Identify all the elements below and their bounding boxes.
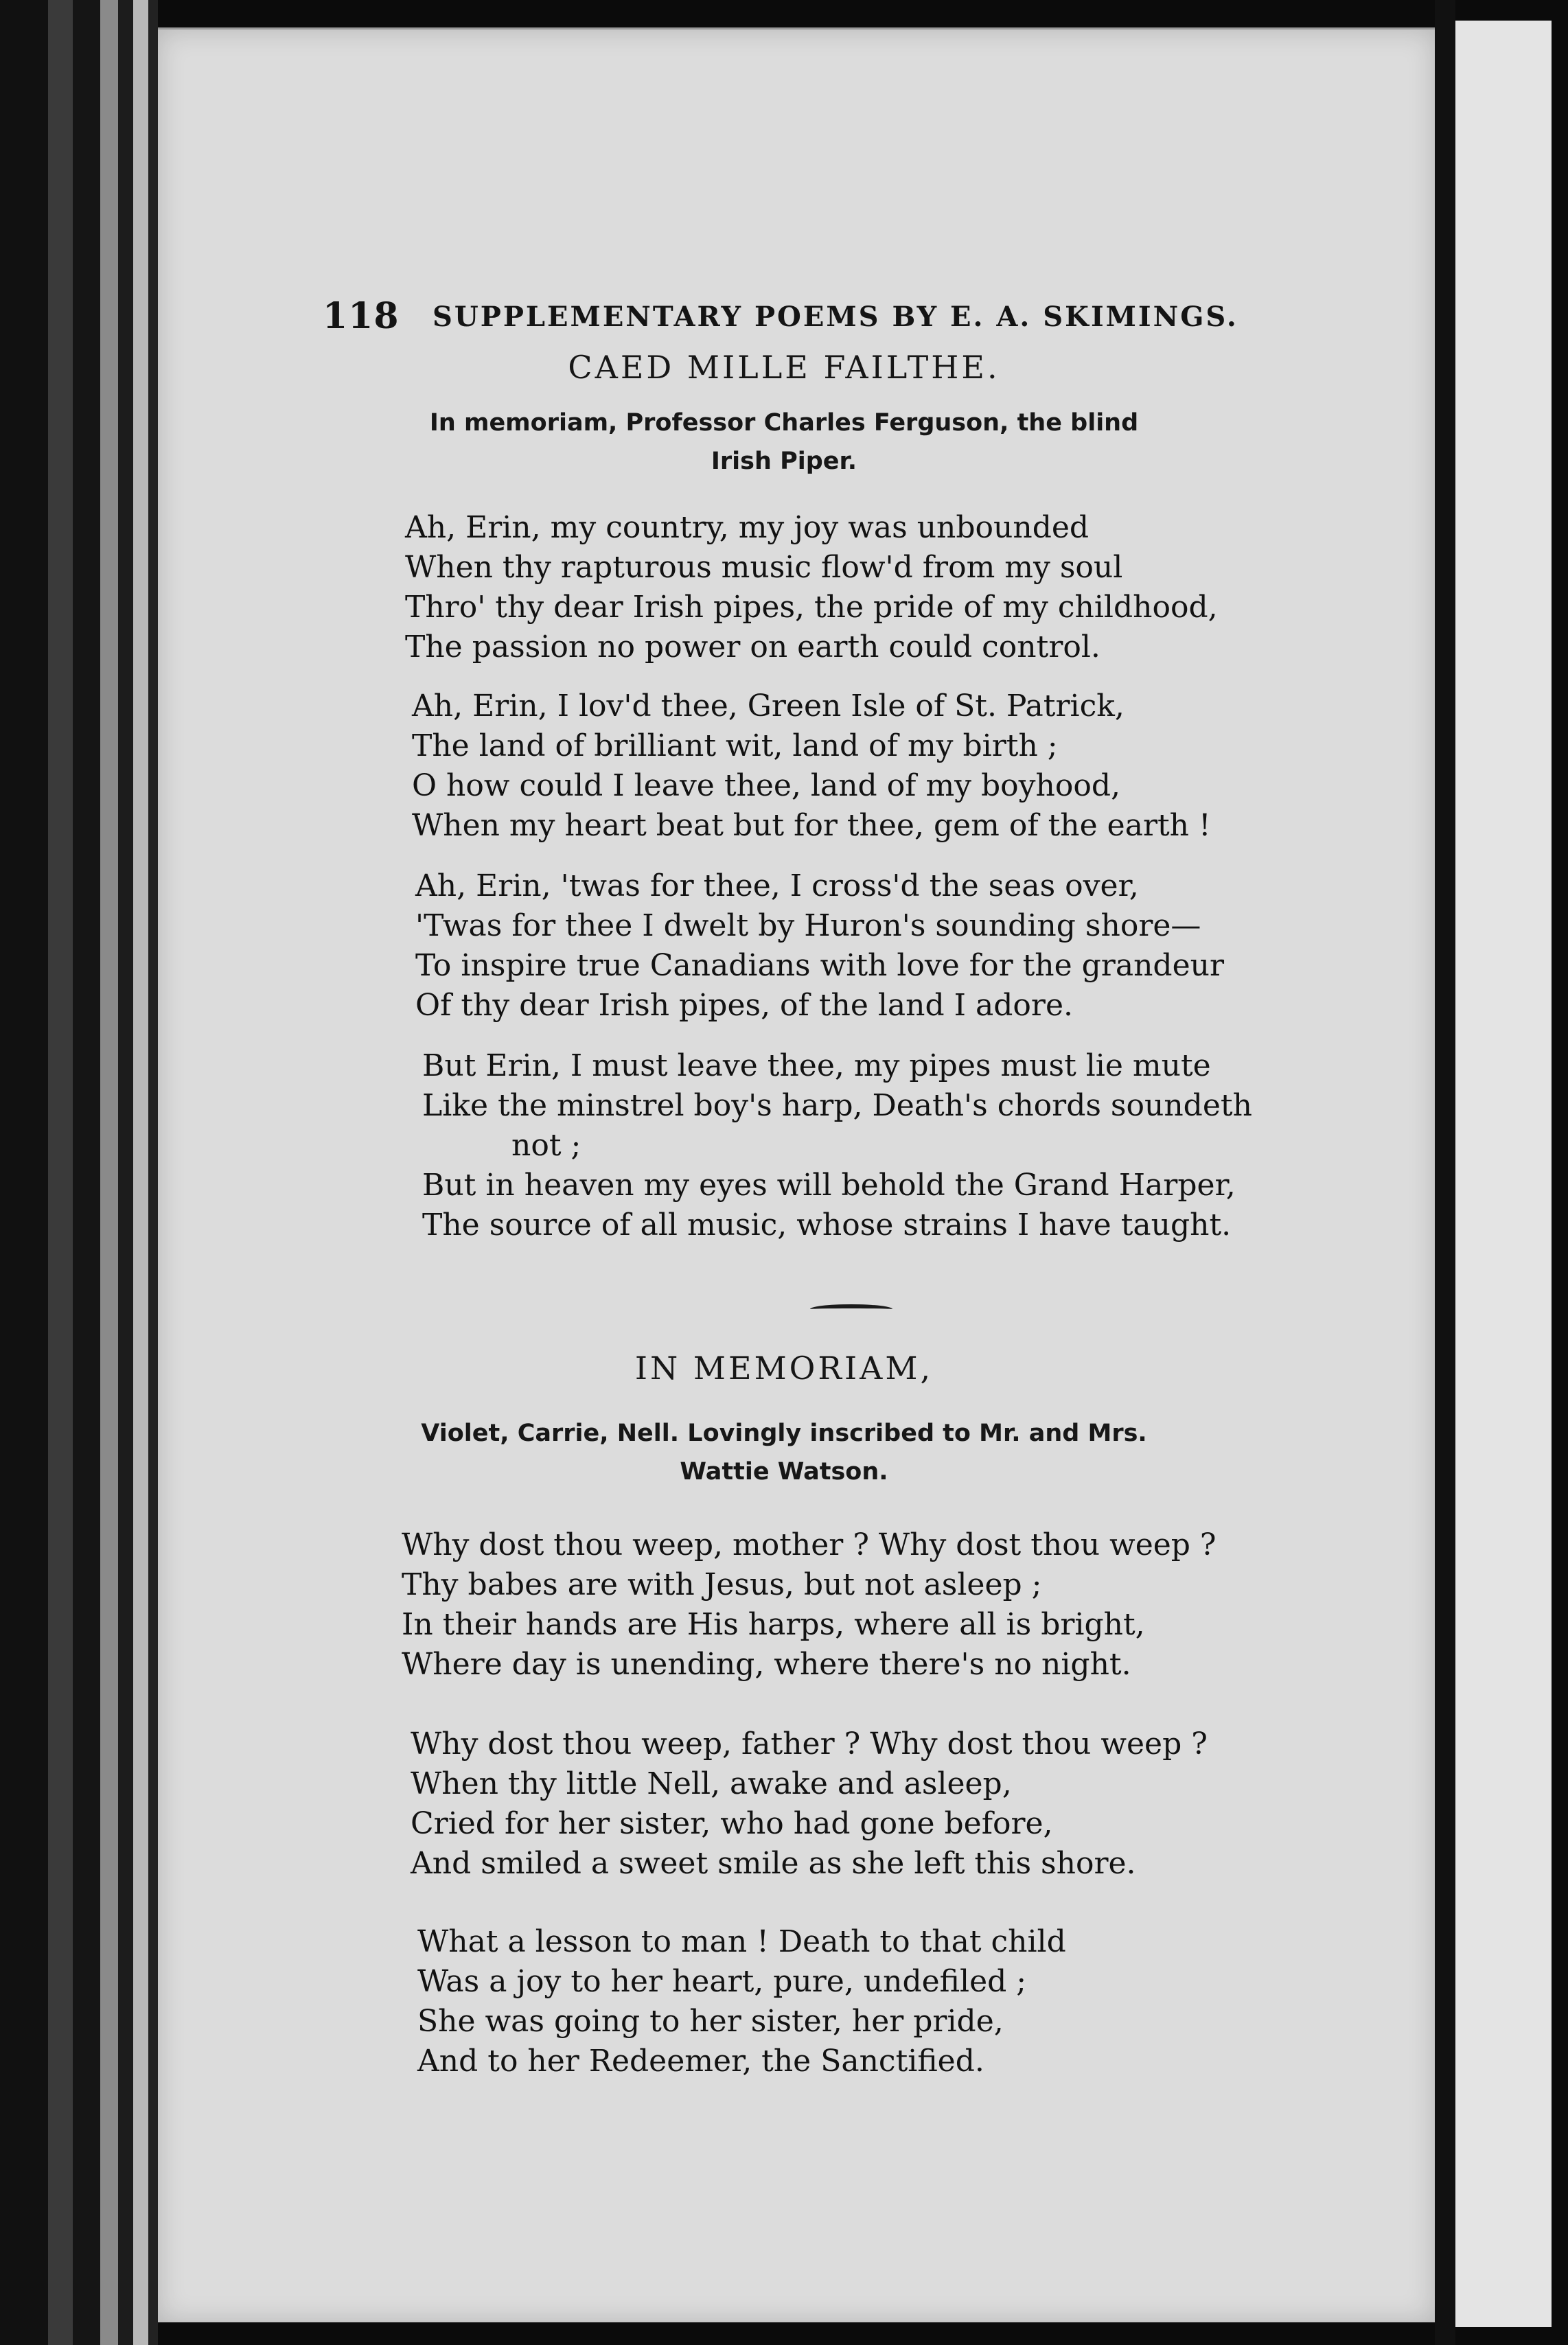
verse-line: When my heart beat but for thee, gem of the earth ! (412, 808, 1211, 843)
verse-line: The land of brilliant wit, land of my birth ; (412, 728, 1058, 763)
verse-line: But in heaven my eyes will behold the Grand Harper, (422, 1168, 1236, 1203)
verse-line: And to her Redeemer, the Sanctified. (417, 2044, 984, 2079)
stanza (417, 1922, 1066, 2081)
stanza (402, 1525, 1217, 1685)
verse-line: The source of all music, whose strains I have taught. (422, 1208, 1232, 1243)
dedication-line: In memoriam, Professor Charles Ferguson, the blind (429, 409, 1139, 437)
poem-title: IN MEMORIAM, (634, 1350, 934, 1387)
page-number: 118 (323, 295, 400, 337)
dedication-line: Wattie Watson. (680, 1458, 888, 1486)
verse-line: But Erin, I must leave thee, my pipes must lie mute (422, 1048, 1211, 1083)
verse-line: O how could I leave thee, land of my boyhood, (412, 768, 1121, 803)
poem-dedication (0, 1414, 1568, 1491)
verse-line: Like the minstrel boy's harp, Death's chords soundeth (422, 1088, 1252, 1123)
verse-line: When thy rapturous music flow'd from my soul (405, 550, 1123, 585)
dedication-line: Irish Piper. (711, 448, 857, 475)
verse-line: Thy babes are with Jesus, but not asleep ; (402, 1567, 1042, 1602)
poem-title: CAED MILLE FAILTHE. (568, 349, 1000, 386)
verse-line: Cried for her sister, who had gone before, (411, 1806, 1053, 1841)
verse-line: And smiled a sweet smile as she left this shore. (411, 1846, 1136, 1881)
running-head: SUPPLEMENTARY POEMS BY E. A. SKIMINGS. (433, 301, 1238, 333)
verse-line: What a lesson to man ! Death to that child (417, 1924, 1066, 1959)
section-divider (810, 1304, 892, 1314)
stanza (405, 508, 1218, 667)
stanza (415, 866, 1224, 1026)
verse-line: To inspire true Canadians with love for the grandeur (415, 948, 1224, 983)
verse-line: Ah, Erin, I lov'd thee, Green Isle of St. Patrick, (412, 689, 1125, 724)
verse-line: Thro' thy dear Irish pipes, the pride of my childhood, (405, 590, 1218, 625)
stanza (422, 1046, 1252, 1245)
verse-line: She was going to her sister, her pride, (417, 2004, 1004, 2039)
dedication-line: Violet, Carrie, Nell. Lovingly inscribed to Mr. and Mrs. (421, 1420, 1147, 1447)
verse-line: Why dost thou weep, mother ? Why dost thou weep ? (402, 1527, 1217, 1562)
stanza (412, 686, 1211, 846)
verse-line: Why dost thou weep, father ? Why dost thou weep ? (411, 1726, 1208, 1761)
verse-line: Of thy dear Irish pipes, of the land I adore. (415, 988, 1073, 1023)
page-header (323, 295, 1298, 343)
verse-line: Ah, Erin, 'twas for thee, I cross'd the seas over, (415, 868, 1139, 903)
verse-line: When thy little Nell, awake and asleep, (411, 1766, 1012, 1801)
verse-line: In their hands are His harps, where all is bright, (402, 1607, 1145, 1642)
verse-line: Ah, Erin, my country, my joy was unbounded (405, 510, 1089, 545)
verse-line: The passion no power on earth could control. (405, 629, 1100, 665)
verse-line: 'Twas for thee I dwelt by Huron's sounding shore— (415, 908, 1201, 943)
verse-line: Where day is unending, where there's no night. (402, 1647, 1131, 1682)
verse-line: Was a joy to her heart, pure, undefiled ; (417, 1964, 1027, 1999)
verse-line: not ; (511, 1128, 581, 1163)
stanza (411, 1724, 1208, 1884)
poem-dedication (0, 404, 1568, 481)
